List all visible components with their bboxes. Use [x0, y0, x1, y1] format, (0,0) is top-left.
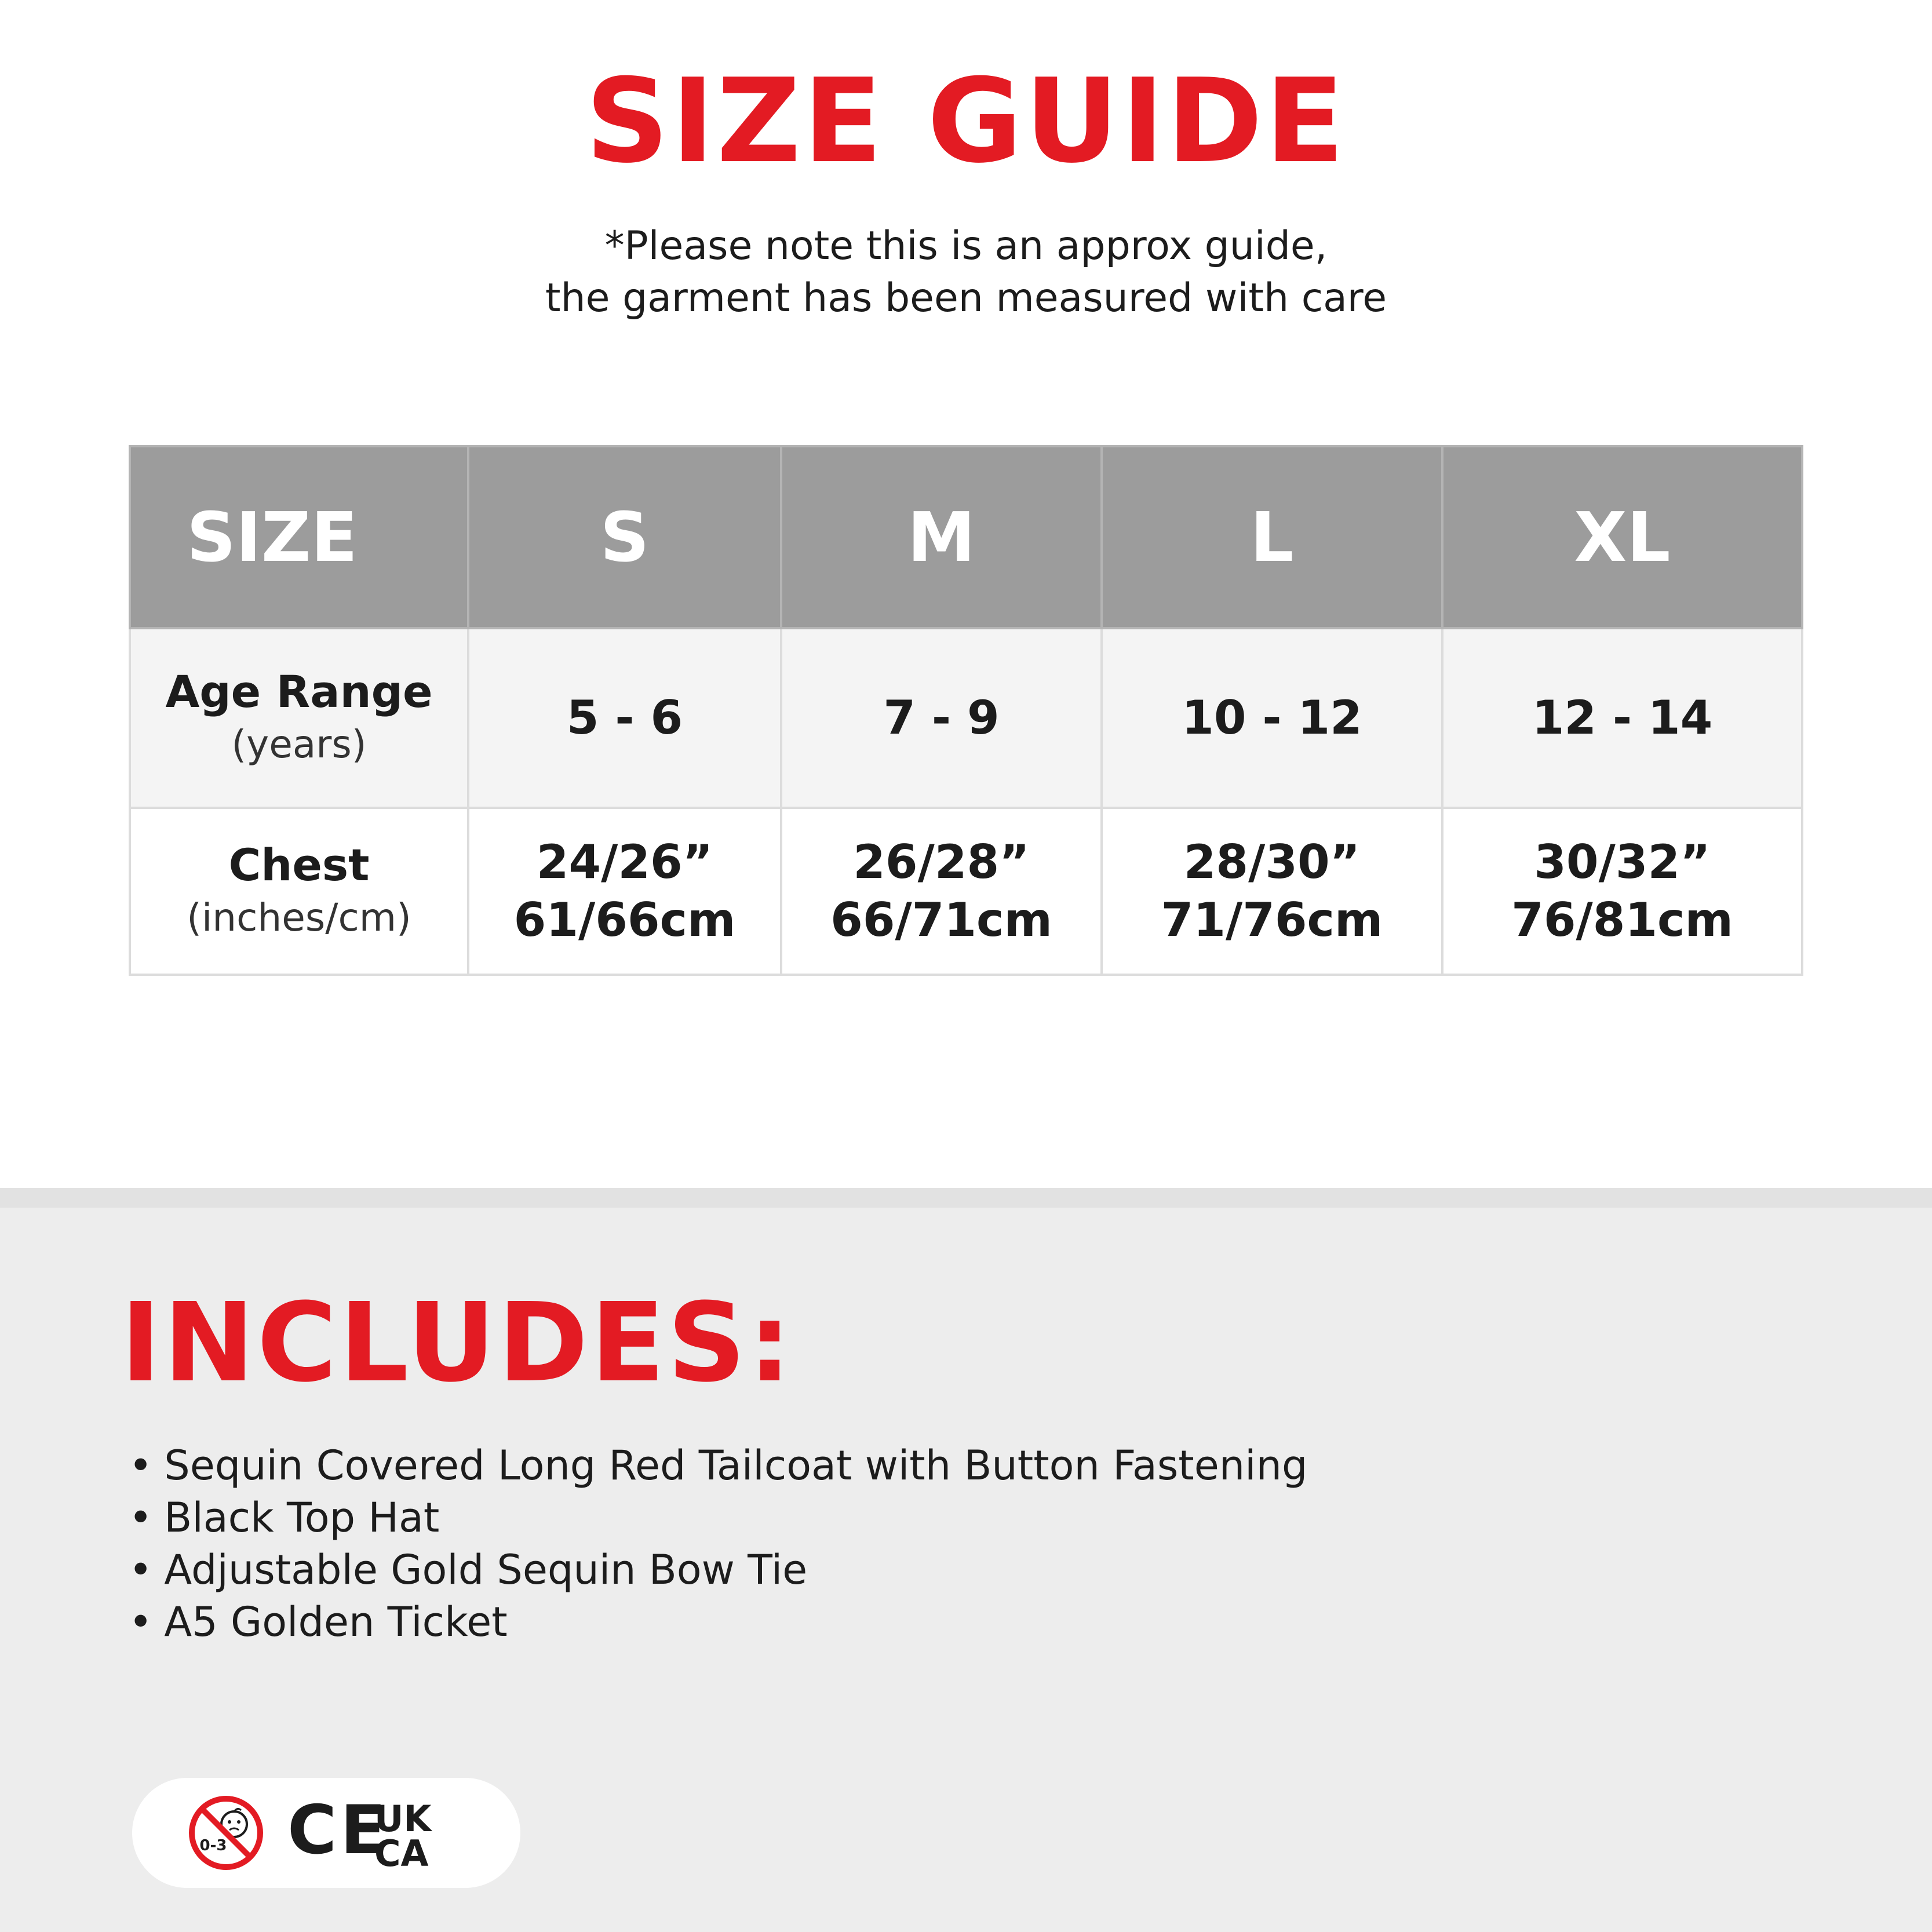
row-sublabel: (years) — [231, 722, 367, 767]
row-label-cell — [130, 628, 468, 808]
table-cell — [781, 628, 1102, 808]
age-value: 10 - 12 — [1182, 691, 1362, 745]
size-table — [129, 445, 1803, 976]
includes-list — [129, 1439, 1307, 1648]
includes-title: INCLUDES: — [121, 1280, 794, 1406]
chest-cm-value: 71/76cm — [1161, 893, 1383, 947]
age-warning-icon — [192, 1799, 260, 1867]
chest-inches-value: 30/32” — [1534, 835, 1711, 889]
page-title: SIZE GUIDE — [585, 54, 1347, 189]
table-cell — [1102, 628, 1442, 808]
chest-cm-value: 66/71cm — [830, 893, 1052, 947]
ukca-top-text: UK — [374, 1798, 432, 1840]
table-cell — [468, 628, 781, 808]
header-size-l: L — [1102, 446, 1442, 628]
list-item: • Black Top Hat — [129, 1492, 1307, 1544]
chest-inches-value: 26/28” — [853, 835, 1030, 889]
row-label-cell — [130, 808, 468, 975]
certification-marks — [132, 1778, 520, 1888]
list-item: • Sequin Covered Long Red Tailcoat with Button Fastening — [129, 1439, 1307, 1492]
chest-cm-value: 61/66cm — [513, 893, 736, 947]
size-note-line-1: *Please note this is an approx guide, — [604, 223, 1328, 269]
header-size-xl: XL — [1442, 446, 1802, 628]
chest-inches-value: 24/26” — [536, 835, 713, 889]
ce-mark-text: CE — [287, 1791, 390, 1869]
header-size-s: S — [468, 446, 781, 628]
header-size-m: M — [781, 446, 1102, 628]
table-cell — [1442, 628, 1802, 808]
table-row-chest — [130, 808, 1802, 975]
list-item: • A5 Golden Ticket — [129, 1596, 1307, 1648]
age-value: 12 - 14 — [1532, 691, 1713, 745]
chest-inches-value: 28/30” — [1183, 835, 1361, 889]
table-header-row — [130, 446, 1802, 628]
ukca-bottom-text: CA — [374, 1832, 429, 1875]
age-warning-label: 0-3 — [199, 1837, 227, 1854]
row-sublabel: (inches/cm) — [187, 895, 411, 940]
header-size: SIZE — [130, 446, 468, 628]
list-item: • Adjustable Gold Sequin Bow Tie — [129, 1544, 1307, 1596]
certification-badges — [132, 1778, 520, 1888]
ukca-mark-icon — [374, 1798, 432, 1875]
size-note-line-2: the garment has been measured with care — [545, 275, 1387, 321]
row-label: Chest — [228, 839, 370, 891]
table-cell — [1102, 808, 1442, 975]
age-value: 5 - 6 — [566, 691, 683, 745]
table-row-age — [130, 628, 1802, 808]
chest-cm-value: 76/81cm — [1511, 893, 1733, 947]
table-cell — [468, 808, 781, 975]
row-label: Age Range — [165, 666, 433, 717]
table-cell — [781, 808, 1102, 975]
table-cell — [1442, 808, 1802, 975]
includes-section — [0, 1188, 1932, 1932]
size-note — [0, 220, 1932, 325]
age-value: 7 - 9 — [883, 691, 1000, 745]
